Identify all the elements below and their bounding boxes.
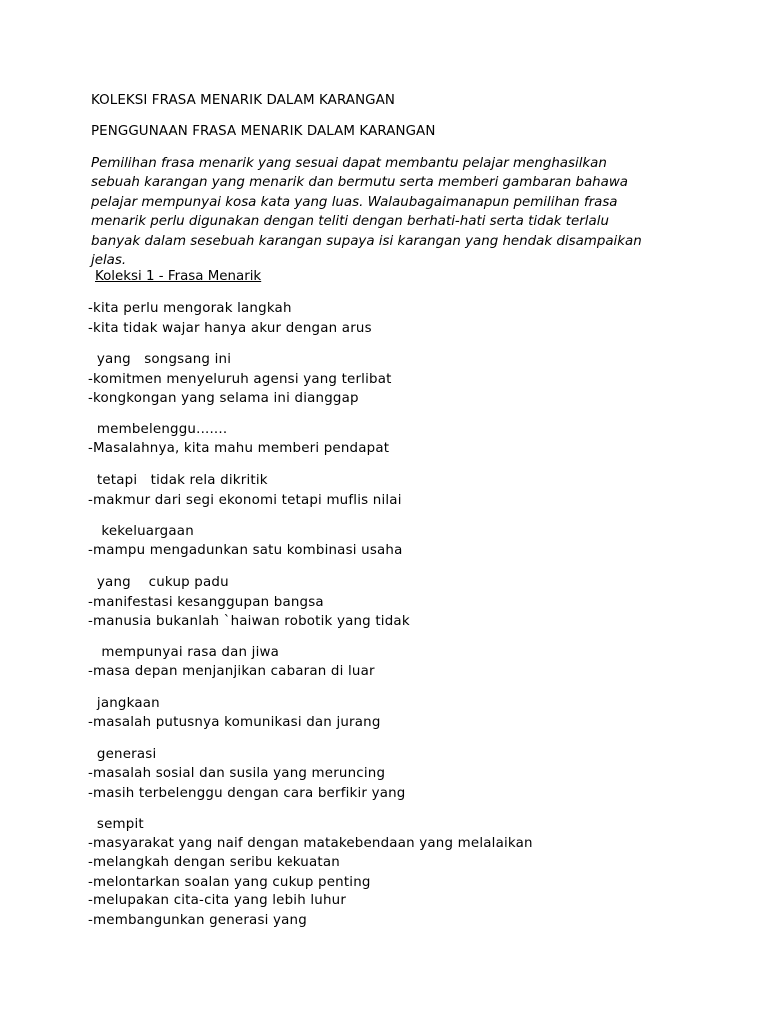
phrase-line: -melangkah dengan seribu kekuatan	[88, 855, 340, 870]
list-title: Koleksi 1 - Frasa Menarik	[95, 269, 262, 284]
phrase-line-continuation: sempit	[88, 817, 144, 832]
phrase-line: -mampu mengadunkan satu kombinasi usaha	[88, 543, 403, 558]
phrase-line: -masyarakat yang naif dengan matakebendaan yang melalaikan	[88, 836, 533, 851]
document-subtitle: PENGGUNAAN FRASA MENARIK DALAM KARANGAN	[91, 124, 436, 139]
intro-paragraph: Pemilihan frasa menarik yang sesuai dapat membantu pelajar menghasilkan sebuah karangan yang menarik dan bermutu serta memberi gambaran bahawa pelajar mempunyai kosa kata yang luas. Walaubagaimanapun pemilihan frasa menarik perlu digunakan dengan teliti dengan berhati-hati serta tidak terlalu banyak dalam sesebuah karangan supaya isi karangan yang hendak disampaikan jelas.	[91, 156, 642, 269]
phrase-line: -kongkongan yang selama ini dianggap	[88, 391, 359, 406]
phrase-line-continuation: generasi	[88, 747, 157, 762]
phrase-line: -masalah sosial dan susila yang meruncing	[88, 766, 386, 781]
phrase-line: -manusia bukanlah `haiwan robotik yang tidak	[88, 614, 410, 629]
phrase-line: -masa depan menjanjikan cabaran di luar	[88, 664, 375, 679]
phrase-line: -kita perlu mengorak langkah	[88, 301, 292, 316]
phrase-line: -komitmen menyeluruh agensi yang terlibat	[88, 372, 392, 387]
phrase-line: -melontarkan soalan yang cukup penting	[88, 875, 371, 890]
phrase-line: -kita tidak wajar hanya akur dengan arus	[88, 321, 372, 336]
phrase-line: -masih terbelenggu dengan cara berfikir yang	[88, 786, 406, 801]
phrase-line: -melupakan cita-cita yang lebih luhur	[88, 893, 347, 908]
phrase-line-continuation: membelenggu.......	[88, 422, 228, 437]
phrase-line: -Masalahnya, kita mahu memberi pendapat	[88, 441, 390, 456]
phrase-line: -makmur dari segi ekonomi tetapi muflis nilai	[88, 493, 402, 508]
phrase-line-continuation: mempunyai rasa dan jiwa	[88, 645, 280, 660]
phrase-line: -masalah putusnya komunikasi dan jurang	[88, 715, 381, 730]
phrase-line-continuation: yang cukup padu	[88, 575, 229, 590]
phrase-line-continuation: tetapi tidak rela dikritik	[88, 473, 268, 488]
phrase-line-continuation: yang songsang ini	[88, 352, 232, 367]
phrase-line-continuation: kekeluargaan	[88, 524, 194, 539]
phrase-line-continuation: jangkaan	[88, 696, 160, 711]
phrase-line: -membangunkan generasi yang	[88, 913, 307, 928]
document-title: KOLEKSI FRASA MENARIK DALAM KARANGAN	[91, 93, 396, 108]
phrase-line: -manifestasi kesanggupan bangsa	[88, 595, 324, 610]
